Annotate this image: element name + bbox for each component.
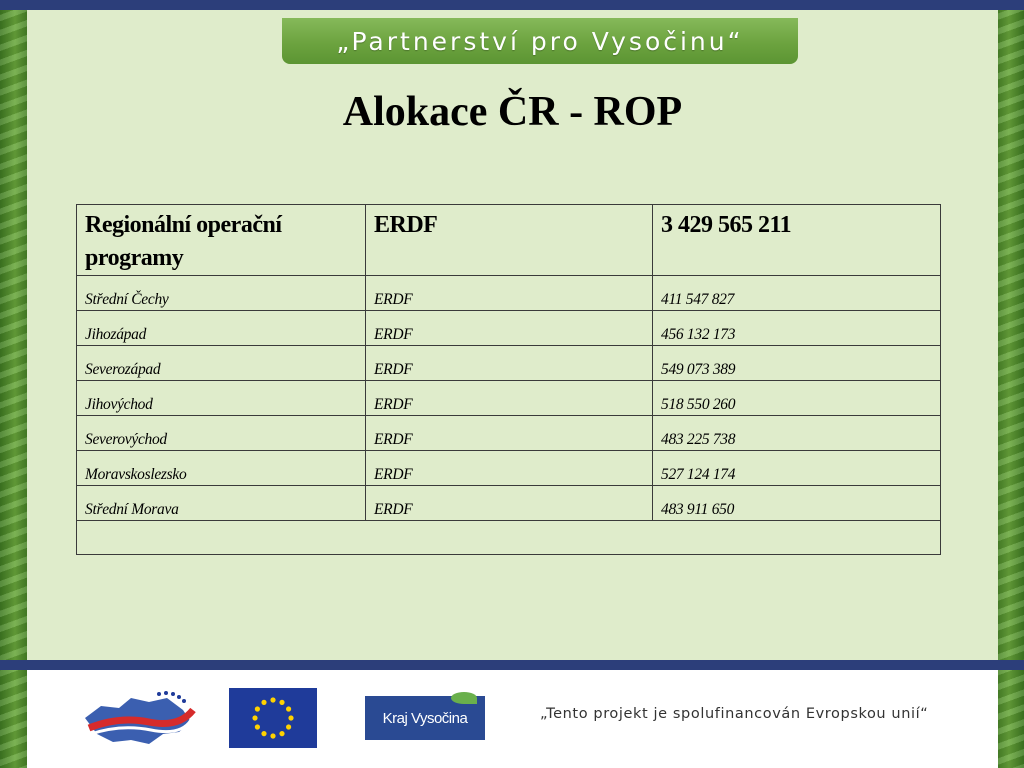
header-fund: ERDF (366, 205, 653, 276)
cell-fund: ERDF (366, 486, 653, 521)
cofinancing-note: „Tento projekt je spolufinancován Evropskou unií“ (540, 706, 929, 722)
table-row (77, 416, 941, 451)
left-leaf-border (0, 0, 30, 768)
allocation-table (76, 204, 941, 555)
cell-amount: 411 547 827 (653, 276, 941, 311)
cell-amount: 518 550 260 (653, 381, 941, 416)
cell-fund: ERDF (366, 381, 653, 416)
cell-fund: ERDF (366, 346, 653, 381)
footer (27, 670, 998, 768)
cell-region: Střední Morava (77, 486, 366, 521)
empty-cell (77, 521, 941, 555)
leaf-icon (451, 692, 477, 704)
cell-region: Střední Čechy (77, 276, 366, 311)
right-leaf-border (994, 0, 1024, 768)
header-amount: 3 429 565 211 (653, 205, 941, 276)
page-title: Alokace ČR - ROP (342, 89, 683, 135)
cell-region: Severozápad (77, 346, 366, 381)
cell-amount: 527 124 174 (653, 451, 941, 486)
kraj-vysocina-logo-icon (365, 696, 485, 740)
cell-amount: 483 225 738 (653, 416, 941, 451)
table-row (77, 486, 941, 521)
cell-amount: 456 132 173 (653, 311, 941, 346)
cell-fund: ERDF (366, 276, 653, 311)
bottom-bar (0, 660, 1024, 670)
header-program: Regionální operační programy (77, 205, 366, 276)
table-empty-row (77, 521, 941, 555)
cell-fund: ERDF (366, 311, 653, 346)
cell-region: Jihovýchod (77, 381, 366, 416)
eu-flag-icon (229, 688, 317, 748)
cell-amount: 483 911 650 (653, 486, 941, 521)
table-row (77, 346, 941, 381)
cell-fund: ERDF (366, 451, 653, 486)
cell-region: Jihozápad (77, 311, 366, 346)
cell-fund: ERDF (366, 416, 653, 451)
table-row (77, 381, 941, 416)
table-row (77, 311, 941, 346)
cell-region: Severovýchod (77, 416, 366, 451)
table-header-row (77, 205, 941, 276)
table-row (77, 451, 941, 486)
czech-regions-logo-icon (79, 688, 197, 750)
banner: „Partnerství pro Vysočinu“ (282, 18, 798, 64)
top-bar (0, 0, 1024, 10)
table-row (77, 276, 941, 311)
kraj-logo-text: Kraj Vysočina (382, 709, 468, 727)
cell-region: Moravskoslezsko (77, 451, 366, 486)
cell-amount: 549 073 389 (653, 346, 941, 381)
